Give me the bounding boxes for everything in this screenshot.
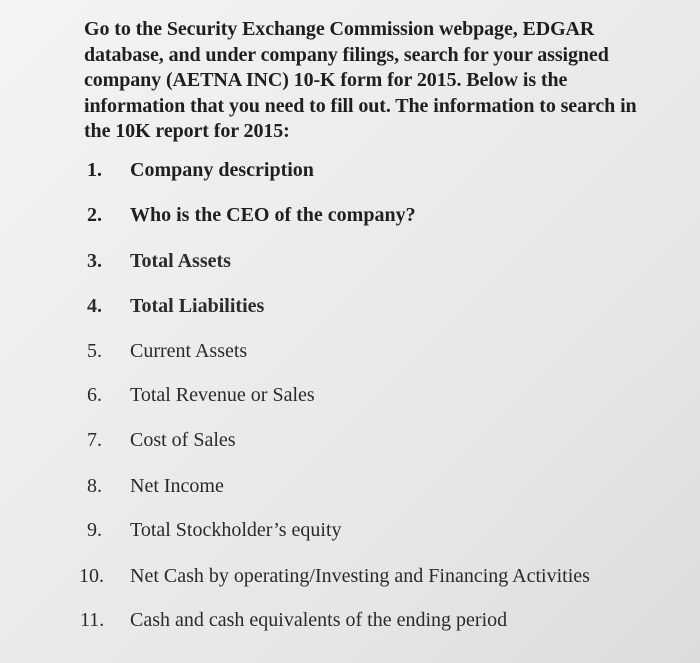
list-item-number: 2. [87,204,102,226]
list-item-number: 5. [87,340,102,362]
list-item-number: 7. [87,429,102,451]
list-item-number: 4. [87,295,102,317]
list-item-label: Who is the CEO of the company? [130,204,416,226]
list-item-number: 8. [87,475,102,497]
list-item-number: 3. [87,250,102,272]
list-item-label: Total Revenue or Sales [130,384,315,406]
list-item-label: Total Stockholder’s equity [130,519,342,541]
list-item-label: Company description [130,159,314,181]
list-item-label: Cash and cash equivalents of the ending period [130,609,508,631]
list-item-number: 11. [80,609,105,631]
list-item-number: 9. [87,519,102,541]
list-item-number: 1. [87,159,102,181]
list-item-label: Cost of Sales [130,429,236,451]
list-item-label: Total Liabilities [130,295,265,317]
list-item-number: 6. [87,384,102,406]
list-item-number: 10. [79,565,104,587]
list-item-label: Current Assets [130,340,248,362]
list-item-label: Net Cash by operating/Investing and Financing Activities [130,565,590,587]
instructions-paragraph: Go to the Security Exchange Commission webpage, EDGAR database, and under company filings, search for your assigned company (AETNA INC) 10-K form for 2015. Below is the information that you need to fill out. The information to search in the 10K report for 2015: [84,18,637,142]
list-item-label: Net Income [130,475,224,497]
list-item-label: Total Assets [130,250,231,272]
